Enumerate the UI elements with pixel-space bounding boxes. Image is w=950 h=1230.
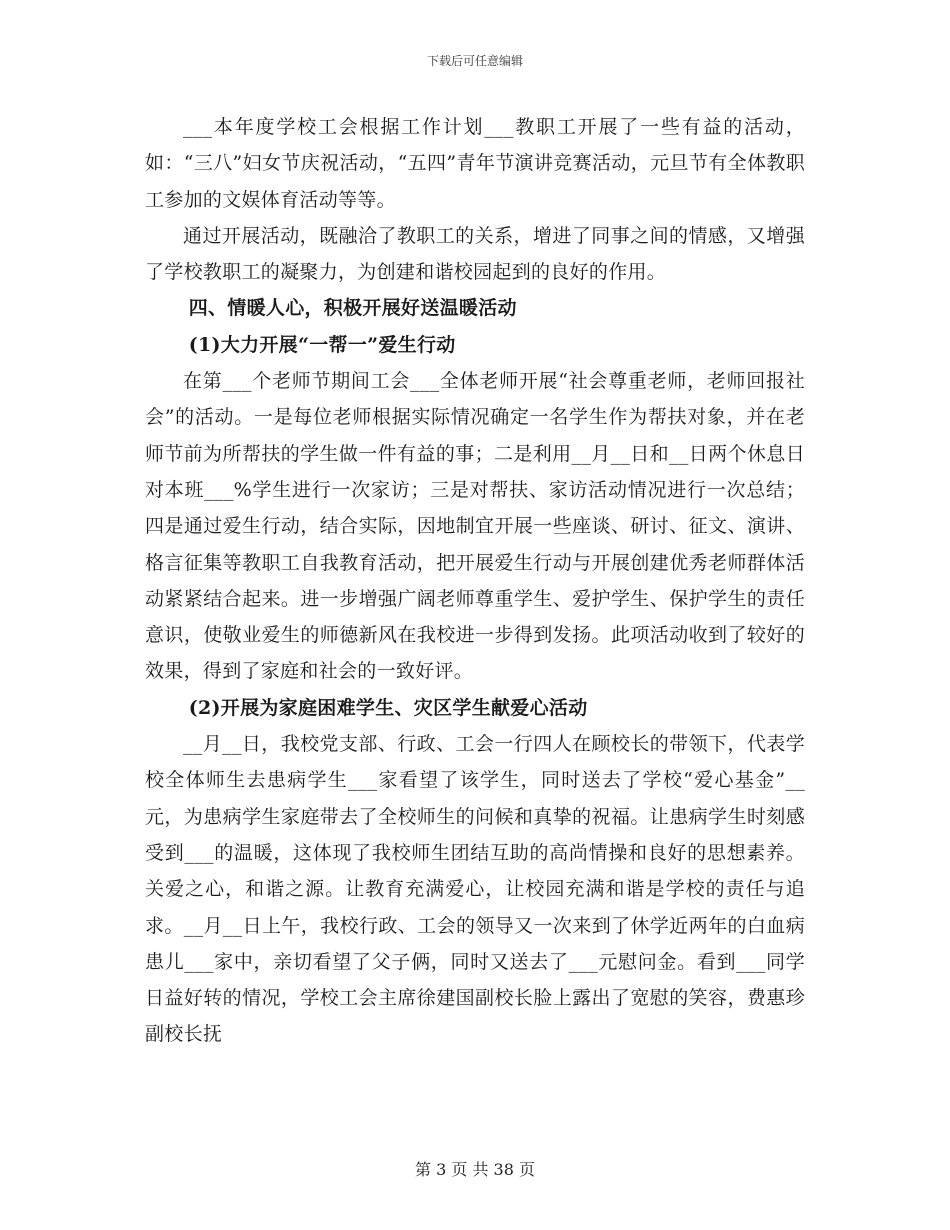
subsection-heading-one-help-one: (1)大力开展“一帮一”爱生行动 xyxy=(188,333,456,356)
paragraph-visit-sick-student: __月__日，我校党支部、行政、工会一行四人在顾校长的带领下，代表学校全体师生去患病学生___家看望了该学生，同时送去了学校“爱心基金”__元，为患病学生家庭带去了全校师生的问候和真挚的祝福。让患病学生时刻感受到___的温暖，这体现了我校师生团结互助的高尚情操和良好的思想素养。关爱之心，和谐之源。让教育充满爱心，让校园充满和谐是学校的责任与追求。__月__日上午，我校行政、工会的领导又一次来到了休学近两年的白血病患儿___家中，亲切看望了父子俩，同时又送去了___元慰问金。看到___同学日益好转的情况，学校工会主席徐建国副校长脸上露出了宽慰的笑容，费惠珍副校长抚 xyxy=(145,733,805,1046)
paragraph-activity-effects: 通过开展活动，既融洽了教职工的关系，增进了同事之间的情感，又增强了学校教职工的凝聚力，为创建和谐校园起到的良好的作用。 xyxy=(145,224,805,284)
section-heading-warmth: 四、情暖人心，积极开展好送温暖活动 xyxy=(188,297,517,320)
page-header-note: 下载后可任意编辑 xyxy=(426,54,523,68)
page-number-footer: 第 3 页 共 38 页 xyxy=(415,1160,535,1179)
document-body xyxy=(145,109,805,1053)
subsection-heading-donation: (2)开展为家庭困难学生、灾区学生献爱心活动 xyxy=(188,696,588,719)
paragraph-union-activities: ___本年度学校工会根据工作计划___教职工开展了一些有益的活动，如：“三八”妇女节庆祝活动，“五四”青年节演讲竞赛活动，元旦节有全体教职工参加的文娱体育活动等等。 xyxy=(145,116,805,211)
paragraph-teachers-day-activity: 在第___个老师节期间工会___全体老师开展“社会尊重老师，老师回报社会”的活动。一是每位老师根据实际情况确定一名学生作为帮扶对象，并在老师节前为所帮扶的学生做一件有益的事；二是利用__月__日和__日两个休息日对本班___%学生进行一次家访；三是对帮扶、家访活动情况进行一次总结；四是通过爱生行动，结合实际，因地制宜开展一些座谈、研讨、征文、演讲、格言征集等教职工自我教育活动，把开展爱生行动与开展创建优秀老师群体活动紧紧结合起来。进一步增强广阔老师尊重学生、爱护学生、保护学生的责任意识，使敬业爱生的师德新风在我校进一步得到发扬。此项活动收到了较好的效果，得到了家庭和社会的一致好评。 xyxy=(145,370,805,683)
